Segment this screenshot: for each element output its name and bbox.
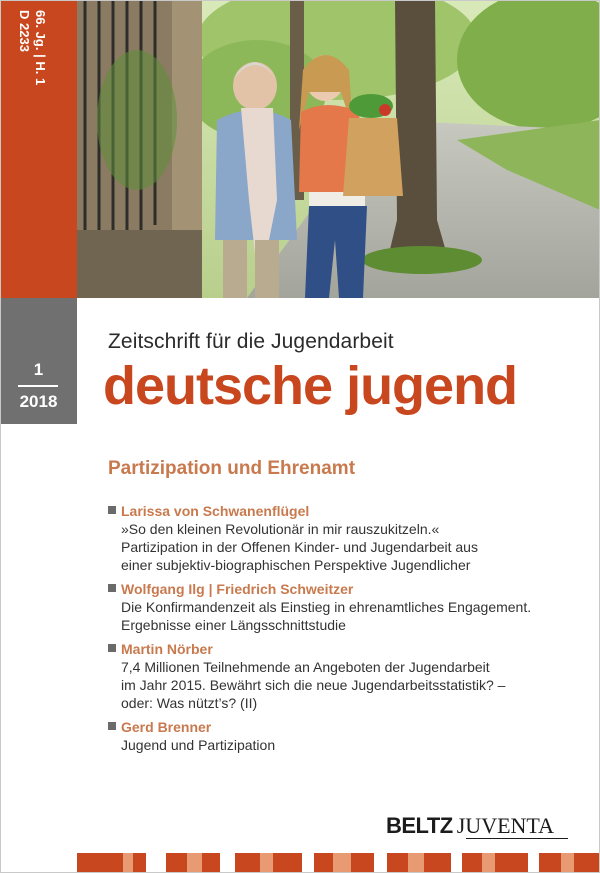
article-title: 7,4 Millionen Teilnehmende an Angeboten der Jugendarbeit im Jahr 2015. Bewährt sich die neue Jugendarbeitsstatistik? – oder: Was nützt’s? (II) xyxy=(121,659,506,711)
issn-code: D 2233 xyxy=(17,10,32,52)
issue-number: 1 xyxy=(33,360,44,379)
article-author: Wolfgang Ilg | Friedrich Schweitzer xyxy=(121,581,354,597)
article-author: Martin Nörber xyxy=(121,641,213,657)
article-title: »So den kleinen Revolutionär in mir rauszukitzeln.« Partizipation in der Offenen Kinder- und Jugendarbeit aus einer subjektiv-biographischen Perspektive Jugendlicher xyxy=(121,521,478,573)
volume-info: 66. Jg. | H. 1 xyxy=(33,10,48,86)
issue-theme: Partizipation und Ehrenamt xyxy=(108,458,356,479)
article-author: Larissa von Schwanenflügel xyxy=(121,503,310,519)
publisher-name-juventa: JUVENTA xyxy=(456,813,554,838)
publisher-name-beltz: BELTZ xyxy=(386,813,453,838)
magazine-title: deutsche jugend xyxy=(103,356,518,416)
article-author: Gerd Brenner xyxy=(121,719,212,735)
magazine-subtitle: Zeitschrift für die Jugendarbeit xyxy=(108,330,394,353)
issue-year: 2018 xyxy=(19,392,58,411)
article-title: Die Konfirmandenzeit als Einstieg in ehrenamtliches Engagement. Ergebnisse einer Längsschnittstudie xyxy=(121,599,532,633)
article-title: Jugend und Partizipation xyxy=(121,737,276,753)
